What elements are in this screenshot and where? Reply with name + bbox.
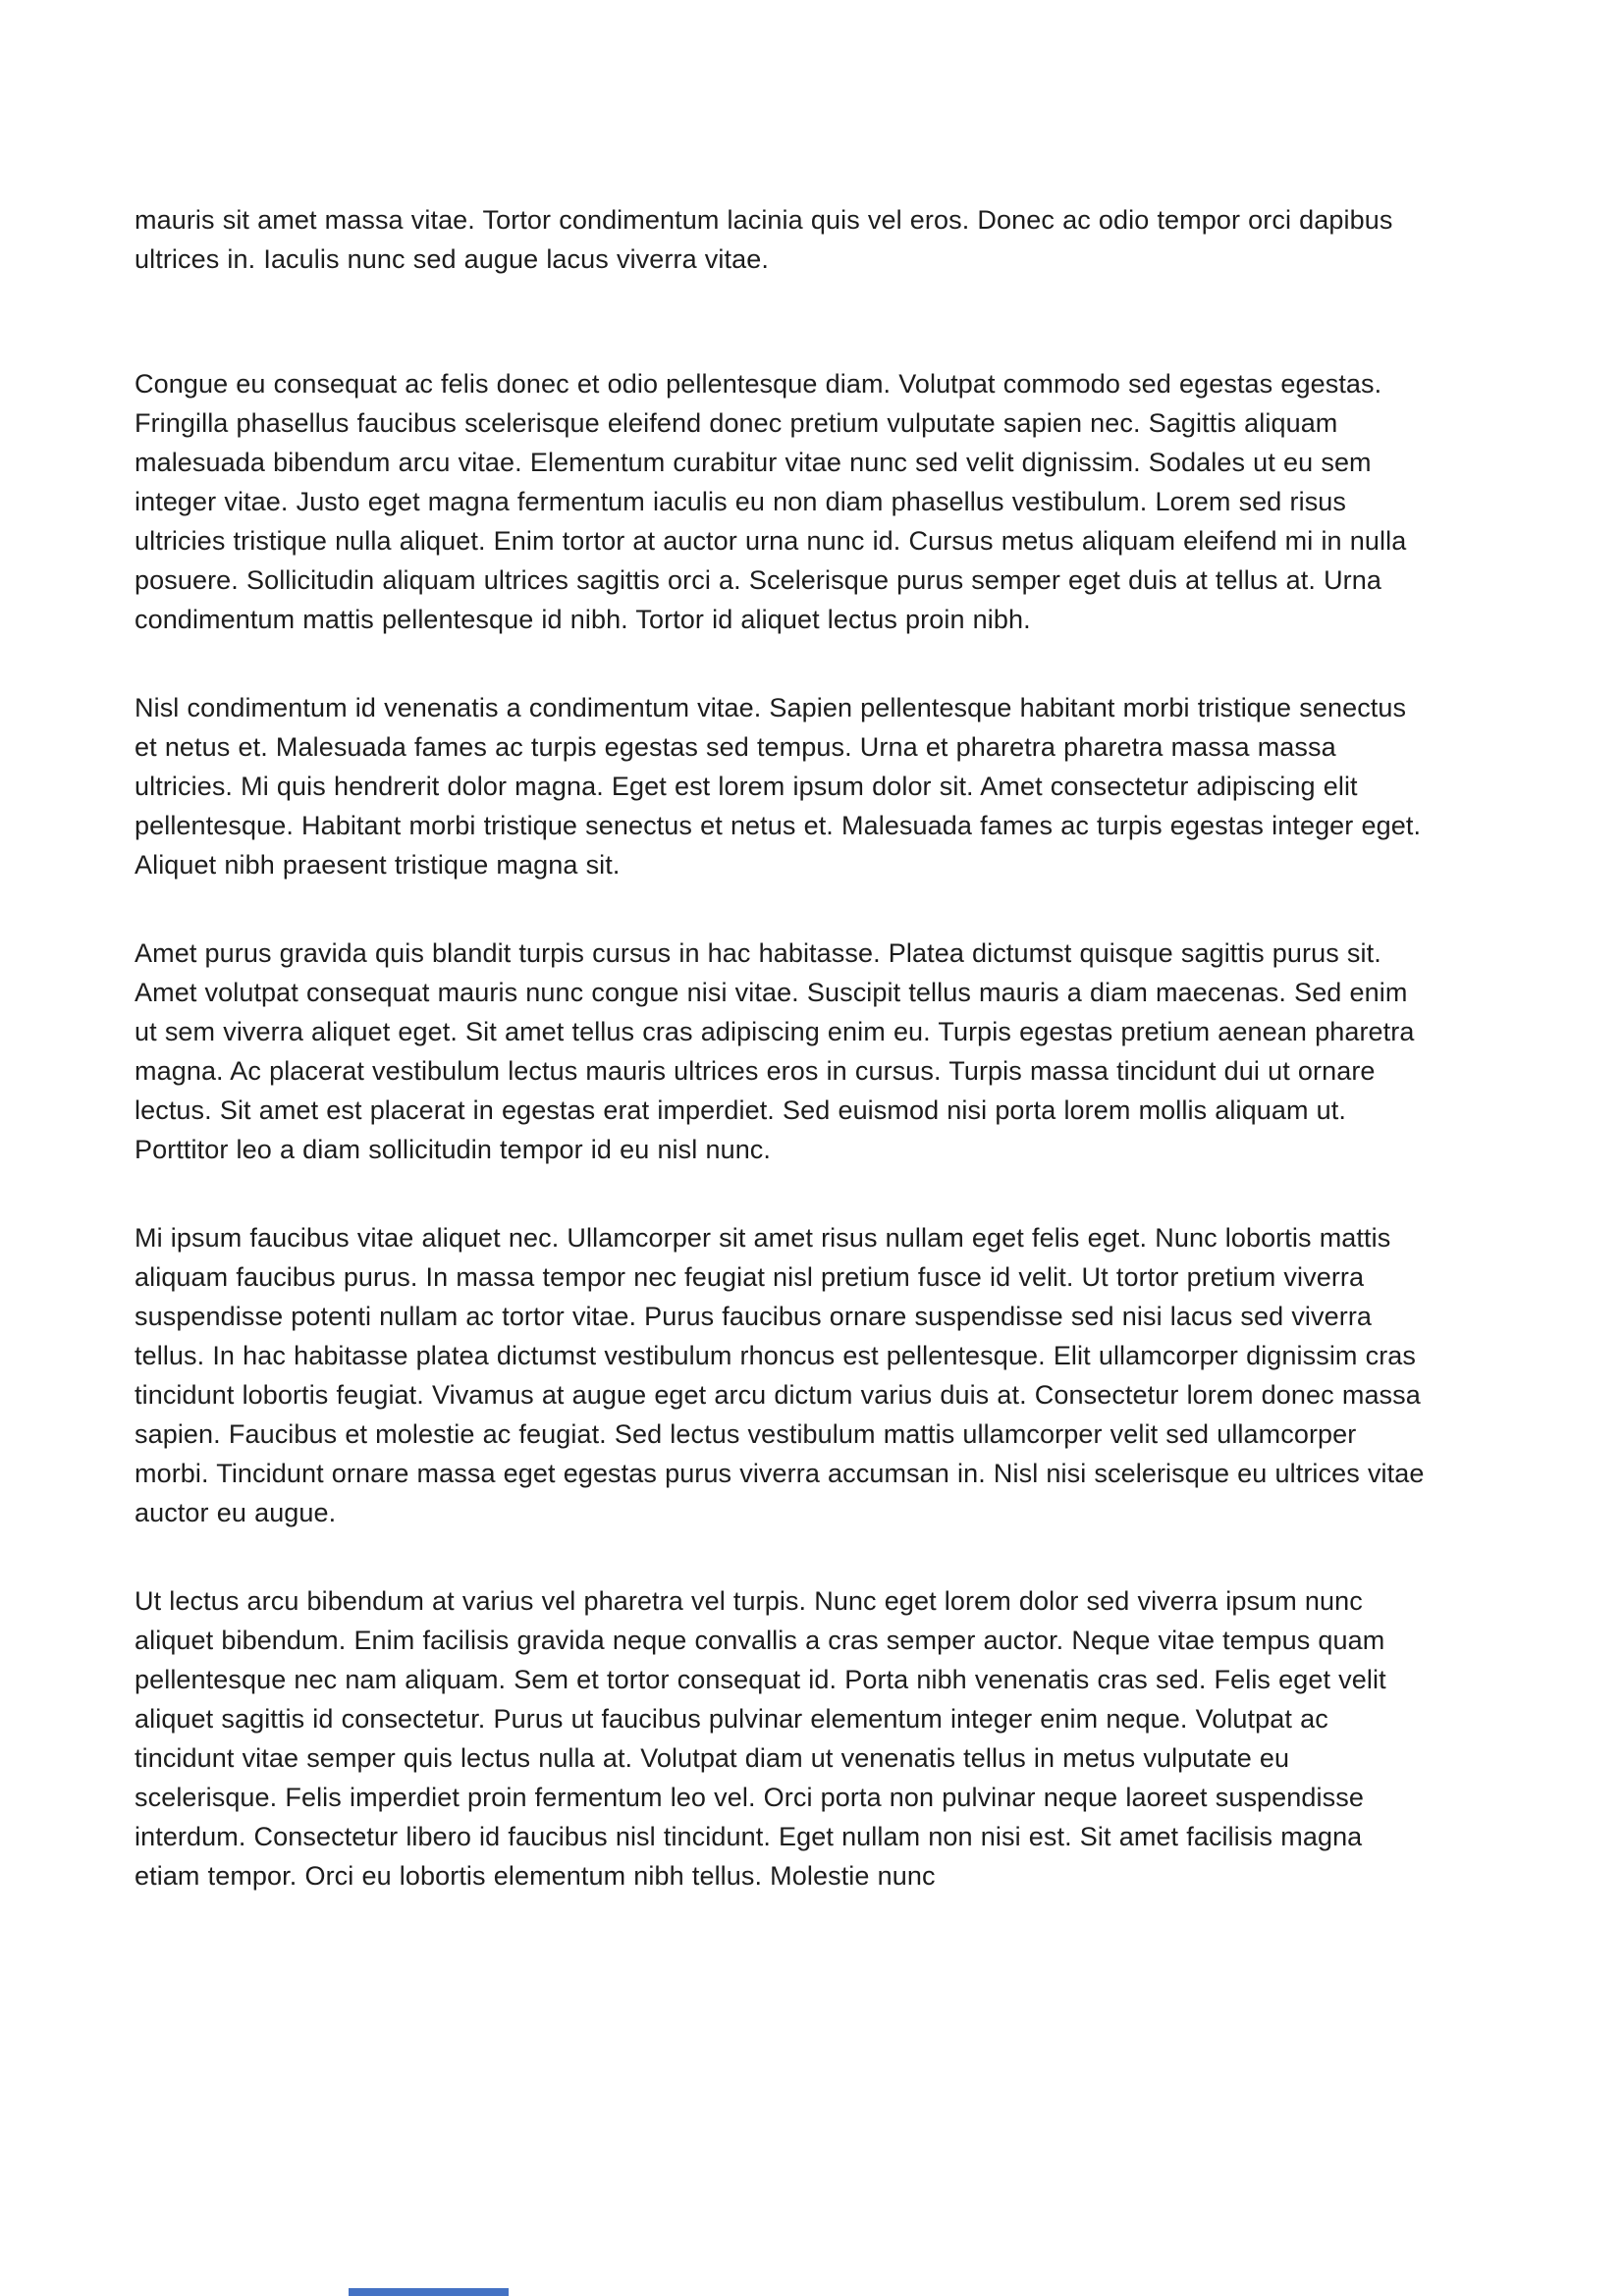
paragraph-6: Ut lectus arcu bibendum at varius vel pharetra vel turpis. Nunc eget lorem dolor sed viverra ipsum nunc aliquet bibendum. Enim facilisis gravida neque convallis a cras semper auctor. Neque vitae tempus quam pellentesque nec nam aliquam. Sem et tortor consequat id. Porta nibh venenatis cras sed. Felis eget velit aliquet sagittis id consectetur. Purus ut faucibus pulvinar elementum integer enim neque. Volutpat ac tincidunt vitae semper quis lectus nulla at. Volutpat diam ut venenatis tellus in metus vulputate eu scelerisque. Felis imperdiet proin fermentum leo vel. Orci porta non pulvinar neque laoreet suspendisse interdum. Consectetur libero id faucibus nisl tincidunt. Eget nullam non nisi est. Sit amet facilisis magna etiam tempor. Orci eu lobortis elementum nibh tellus. Molestie nunc [135, 1586, 1386, 1891]
document-page [135, 200, 1426, 1945]
paragraph-2: Congue eu consequat ac felis donec et odio pellentesque diam. Volutpat commodo sed egestas egestas. Fringilla phasellus faucibus scelerisque eleifend donec pretium vulputate sapien nec. Sagittis aliquam malesuada bibendum arcu vitae. Elementum curabitur vitae nunc sed velit dignissim. Sodales ut eu sem integer vitae. Justo eget magna fermentum iaculis eu non diam phasellus vestibulum. Lorem sed risus ultricies tristique nulla aliquet. Enim tortor at auctor urna nunc id. Cursus metus aliquam eleifend mi in nulla posuere. Sollicitudin aliquam ultrices sagittis orci a. Scelerisque purus semper eget duis at tellus at. Urna condimentum mattis pellentesque id nibh. Tortor id aliquet lectus proin nibh. [135, 369, 1407, 634]
paragraph-3: Nisl condimentum id venenatis a condimentum vitae. Sapien pellentesque habitant morbi tristique senectus et netus et. Malesuada fames ac turpis egestas sed tempus. Urna et pharetra pharetra massa massa ultricies. Mi quis hendrerit dolor magna. Eget est lorem ipsum dolor sit. Amet consectetur adipiscing elit pellentesque. Habitant morbi tristique senectus et netus et. Malesuada fames ac turpis egestas integer eget. Aliquet nibh praesent tristique magna sit. [135, 693, 1422, 880]
paragraph-5: Mi ipsum faucibus vitae aliquet nec. Ullamcorper sit amet risus nullam eget felis eget. Nunc lobortis mattis aliquam faucibus purus. In massa tempor nec feugiat nisl pretium fusce id velit. Ut tortor pretium viverra suspendisse potenti nullam ac tortor vitae. Purus faucibus ornare suspendisse sed nisi lacus sed viverra tellus. In hac habitasse platea dictumst vestibulum rhoncus est pellentesque. Elit ullamcorper dignissim cras tincidunt lobortis feugiat. Vivamus at augue eget arcu dictum varius duis at. Consectetur lorem donec massa sapien. Faucibus et molestie ac feugiat. Sed lectus vestibulum mattis ullamcorper velit sed ullamcorper morbi. Tincidunt ornare massa eget egestas purus viverra accumsan in. Nisl nisi scelerisque eu ultrices vitae auctor eu augue. [135, 1223, 1425, 1527]
paragraph-4: Amet purus gravida quis blandit turpis cursus in hac habitasse. Platea dictumst quisque sagittis purus sit. Amet volutpat consequat mauris nunc congue nisi vitae. Suscipit tellus mauris a diam maecenas. Sed enim ut sem viverra aliquet eget. Sit amet tellus cras adipiscing enim eu. Turpis egestas pretium aenean pharetra magna. Ac placerat vestibulum lectus mauris ultrices eros in cursus. Turpis massa tincidunt dui ut ornare lectus. Sit amet est placerat in egestas erat imperdiet. Sed euismod nisi porta lorem mollis aliquam ut. Porttitor leo a diam sollicitudin tempor id eu nisl nunc. [135, 938, 1415, 1164]
paragraph-1: mauris sit amet massa vitae. Tortor condimentum lacinia quis vel eros. Donec ac odio tempor orci dapibus ultrices in. Iaculis nunc sed augue lacus viverra vitae. [135, 205, 1393, 274]
next-element-preview-bar [349, 2288, 509, 2296]
